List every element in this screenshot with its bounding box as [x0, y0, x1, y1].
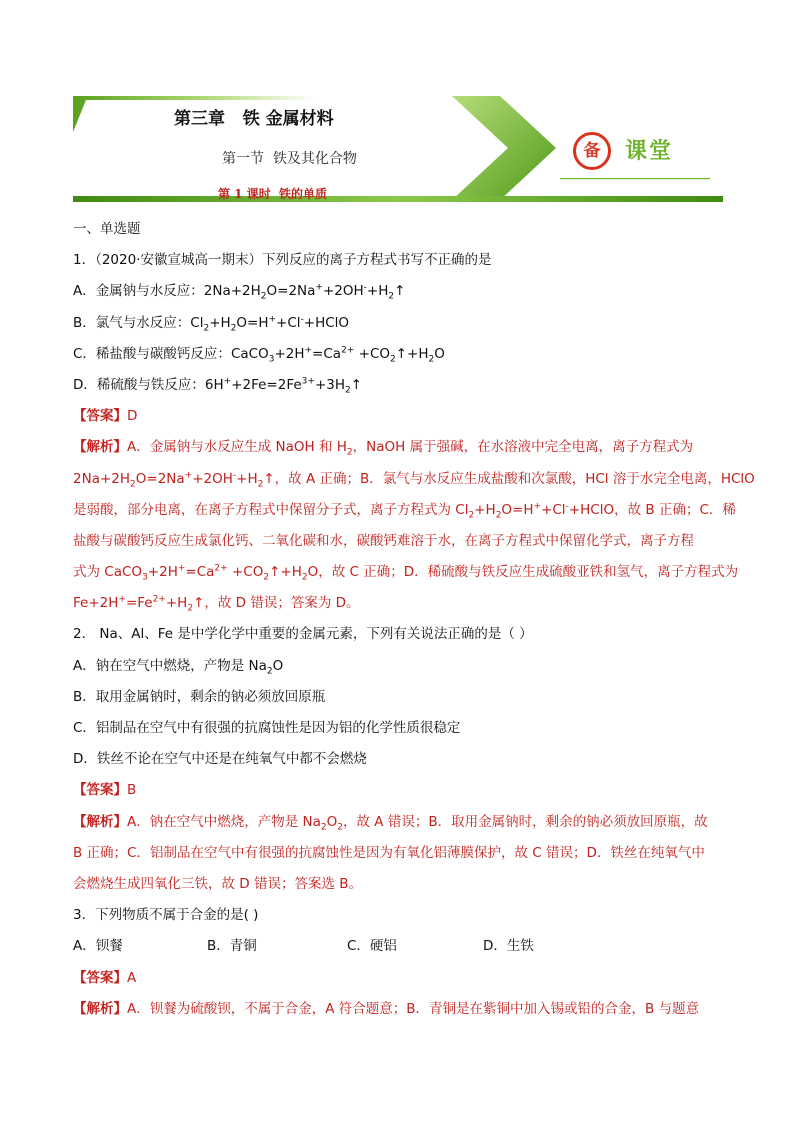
- q3-stem: 3．下列物质不属于合金的是( ): [73, 907, 259, 924]
- document-body: [73, 214, 755, 1025]
- lesson-title: 第 1 课时 铁的单质: [218, 187, 328, 201]
- equation: $Cl_2+H_2O=H^++Cl^-+HClO$: [190, 314, 350, 334]
- q2-option-b: B．取用金属钠时，剩余的钠必须放回原瓶: [73, 688, 326, 705]
- q1-option-d: D．稀硫酸与铁反应：$6H^++2Fe=2Fe^{3+}+3H_2↑$: [73, 376, 363, 396]
- q1-analysis-line3: 是弱酸，部分电离，在离子方程式中保留分子式，离子方程式为 $Cl_2+H_2O=H^++Cl^-+HClO$，故 B 正确；C．稀: [73, 501, 736, 521]
- equation: $CaCO_3+2H^+=Ca^{2+}$ $+CO_2↑+H_2O$: [104, 563, 319, 583]
- q2-option-c: C．铝制品在空气中有很强的抗腐蚀性是因为铝的化学性质很稳定: [73, 720, 461, 736]
- banner-graphic: [0, 0, 793, 210]
- q2-answer: 【答案】B: [73, 782, 137, 799]
- q1-option-b: B．氯气与水反应：$Cl_2+H_2O=H^++Cl^-+HClO$: [73, 314, 350, 334]
- q1-analysis-line4: 盐酸与碳酸钙反应生成氯化钙、二氧化碳和水，碳酸钙难溶于水，在离子方程式中保留化学式，离子方程: [73, 532, 694, 549]
- section-title: 第一节 铁及其化合物: [222, 151, 357, 167]
- logo-text: 课堂: [625, 139, 674, 164]
- q1-option-a: A．金属钠与水反应：$2Na+2H_2O=2Na^++2OH^-+H_2↑$: [73, 282, 406, 303]
- chapter-title: 第三章 铁 金属材料: [174, 109, 334, 129]
- q3-option-b: B．青铜: [207, 938, 257, 955]
- q1-analysis-line1: 【解析】A．金属钠与水反应生成 NaOH 和 $H_2$，NaOH 属于强碱，在水溶液中完全电离，离子方程式为: [73, 439, 694, 458]
- equation: $Cl_2+H_2O=H^++Cl^-+HClO$: [455, 501, 615, 521]
- q1-answer: 【答案】D: [73, 408, 138, 425]
- equation: $2Na+2H_2O=2Na^++2OH^-+H_2↑$: [203, 282, 406, 303]
- q2-option-d: D．铁丝不论在空气中还是在纯氧气中都不会燃烧: [73, 751, 367, 768]
- q1-analysis-line6: $Fe+2H^+=Fe^{2+}+H_2↑$，故 D 错误；答案为 D。: [73, 594, 360, 614]
- q1-stem: 1．（2020·安徽宣城高一期末）下列反应的离子方程式书写不正确的是: [73, 252, 492, 269]
- logo-circle: 备: [573, 132, 611, 170]
- equation: $Fe+2H^+=Fe^{2+}+H_2↑$: [73, 594, 205, 614]
- q2-analysis-line3: 会燃烧生成四氧化三铁，故 D 错误；答案选 B。: [73, 875, 363, 892]
- q1-option-c: C．稀盐酸与碳酸钙反应：$CaCO_3+2H^+=Ca^{2+}$ $+CO_2↑+H_2O$: [73, 345, 445, 365]
- q2-analysis-line2: B 正确；C．铝制品在空气中有很强的抗腐蚀性是因为有氧化铝薄膜保护，故 C 错误；D．铁丝在纯氧气中: [73, 844, 705, 861]
- q1-analysis-line2: $2Na+2H_2O=2Na^++2OH^-+H_2↑$，故 A 正确；B．氯气与水反应生成盐酸和次氯酸，HCl 溶于水完全电离，HClO: [73, 470, 755, 490]
- q3-options: [73, 931, 723, 962]
- equation: $6H^++2Fe=2Fe^{3+}+3H_2↑$: [204, 376, 363, 396]
- header-banner: [0, 0, 793, 210]
- q1-analysis-line5: 式为 $CaCO_3+2H^+=Ca^{2+}$ $+CO_2↑+H_2O$，故 C 正确；D．稀硫酸与铁反应生成硫酸亚铁和氢气，离子方程式为: [73, 563, 739, 583]
- q3-option-c: C．硬铝: [347, 938, 397, 955]
- q2-stem: 2． Na、Al、Fe 是中学化学中重要的金属元素，下列有关说法正确的是（ ）: [73, 626, 533, 643]
- q3-option-a: A．钡餐: [73, 938, 123, 955]
- q2-analysis-line1: 【解析】A．钠在空气中燃烧，产物是 $Na_2O_2$，故 A 错误；B．取用金属钠时，剩余的钠必须放回原瓶，故: [73, 813, 708, 833]
- section-heading: 一、单选题: [73, 221, 141, 237]
- logo: [573, 132, 713, 172]
- q2-option-a: A．钠在空气中燃烧，产物是 $Na_2O$: [73, 657, 284, 677]
- q3-answer: 【答案】A: [73, 969, 137, 986]
- q3-option-d: D．生铁: [483, 938, 534, 955]
- equation: $CaCO_3+2H^+=Ca^{2+}$ $+CO_2↑+H_2O$: [230, 345, 445, 365]
- q3-analysis-line1: 【解析】A．钡餐为硫酸钡，不属于合金，A 符合题意；B．青铜是在紫铜中加入锡或铅的合金，B 与题意: [73, 1000, 700, 1017]
- equation: $2Na+2H_2O=2Na^++2OH^-+H_2↑$: [73, 470, 275, 490]
